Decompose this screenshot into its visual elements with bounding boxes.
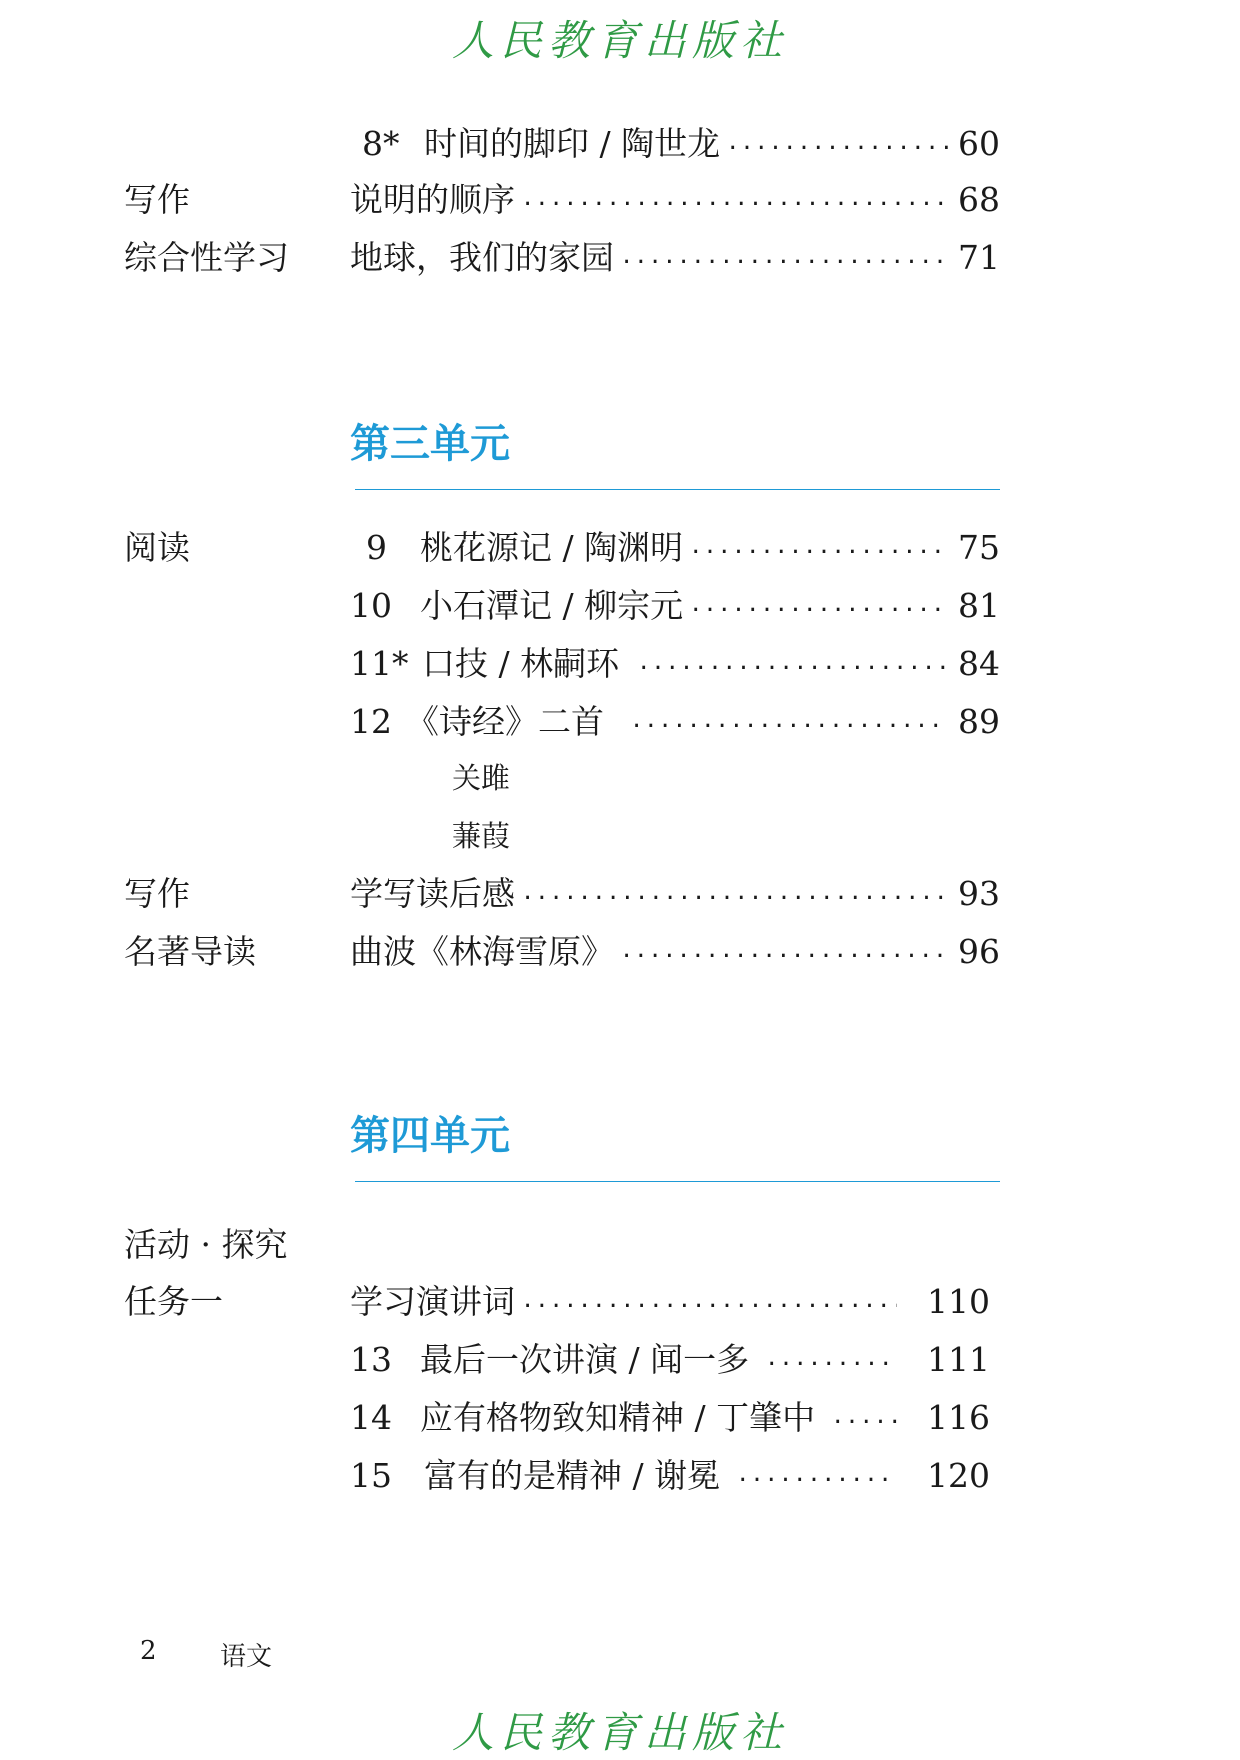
lesson-number: 8* (362, 124, 400, 163)
page-number: 111 (927, 1340, 990, 1379)
leader-dots (637, 649, 948, 689)
section-label: 阅读 (124, 528, 190, 567)
page-number: 84 (958, 644, 1000, 683)
footer-subject: 语文 (220, 1642, 273, 1672)
section-label: 综合性学习 (124, 238, 289, 277)
lesson-number: 13 (350, 1340, 392, 1379)
leader-dots (765, 1345, 897, 1385)
page-number: 75 (958, 528, 1000, 567)
toc-entry[interactable] (0, 238, 1240, 278)
unit-divider (355, 1181, 1000, 1182)
toc-entry[interactable] (0, 1340, 1240, 1380)
leader-dots (620, 243, 948, 283)
unit-divider (355, 489, 1000, 490)
toc-entry[interactable] (0, 702, 1240, 742)
toc-entry[interactable] (0, 1282, 1240, 1322)
lesson-number: 10 (350, 586, 392, 625)
lesson-number: 12 (350, 702, 392, 741)
lesson-title: 说明的顺序 (350, 180, 515, 219)
lesson-number: 11* (350, 644, 409, 683)
page-number: 60 (958, 124, 1000, 163)
poem-subtitle[interactable]: 蒹葭 (452, 819, 511, 853)
lesson-title: 应有格物致知精神 / 丁肇中 (420, 1398, 816, 1437)
publisher-logo-bottom: 人民教育出版社 (451, 1708, 788, 1757)
section-label: 写作 (124, 180, 190, 219)
section-label: 任务一 (124, 1282, 223, 1321)
page-number: 68 (958, 180, 1000, 219)
lesson-title: 曲波《林海雪原》 (350, 932, 614, 971)
toc-entry[interactable] (0, 874, 1240, 914)
toc-entry[interactable] (0, 1398, 1240, 1438)
leader-dots (521, 879, 948, 919)
page-number: 89 (958, 702, 1000, 741)
toc-entry[interactable] (0, 1456, 1240, 1496)
page-number: 120 (927, 1456, 990, 1495)
lesson-number: 15 (350, 1456, 392, 1495)
publisher-logo-top: 人民教育出版社 (451, 16, 788, 65)
leader-dots (521, 185, 948, 225)
leader-dots (831, 1403, 897, 1443)
lesson-title: 桃花源记 / 陶渊明 (420, 528, 684, 567)
section-label: 写作 (124, 874, 190, 913)
toc-entry[interactable] (0, 528, 1240, 568)
lesson-title: 时间的脚印 / 陶世龙 (424, 124, 721, 163)
toc-entry[interactable] (0, 932, 1240, 972)
lesson-number: 14 (350, 1398, 392, 1437)
page-number: 71 (958, 238, 1000, 277)
lesson-title: 学写读后感 (350, 874, 515, 913)
toc-entry[interactable] (0, 644, 1240, 684)
unit-title: 第四单元 (350, 1113, 510, 1159)
leader-dots (620, 937, 948, 977)
lesson-title: 口技 / 林嗣环 (422, 644, 620, 683)
leader-dots (726, 129, 948, 169)
unit-title: 第三单元 (350, 421, 510, 467)
lesson-number: 9 (366, 528, 387, 567)
section-label: 活动 · 探究 (124, 1225, 288, 1264)
lesson-title: 富有的是精神 / 谢冕 (424, 1456, 721, 1495)
lesson-title: 《诗经》二首 (406, 702, 604, 741)
lesson-title: 小石潭记 / 柳宗元 (420, 586, 684, 625)
toc-entry[interactable] (0, 180, 1240, 220)
lesson-title: 地球，我们的家园 (350, 238, 614, 277)
leader-dots (689, 533, 948, 573)
lesson-title: 最后一次讲演 / 闻一多 (420, 1340, 750, 1379)
page-number: 110 (927, 1282, 990, 1321)
section-heading (0, 1225, 1240, 1265)
page-number: 93 (958, 874, 1000, 913)
page-number: 81 (958, 586, 1000, 625)
footer-page-number: 2 (140, 1636, 157, 1666)
leader-dots (689, 591, 948, 631)
page-number: 96 (958, 932, 1000, 971)
toc-entry[interactable] (0, 124, 1240, 164)
leader-dots (630, 707, 948, 747)
section-label: 名著导读 (124, 932, 256, 971)
toc-entry[interactable] (0, 586, 1240, 626)
leader-dots (521, 1287, 897, 1327)
lesson-title: 学习演讲词 (350, 1282, 515, 1321)
page-number: 116 (927, 1398, 990, 1437)
poem-subtitle[interactable]: 关雎 (452, 761, 511, 795)
leader-dots (736, 1461, 897, 1501)
